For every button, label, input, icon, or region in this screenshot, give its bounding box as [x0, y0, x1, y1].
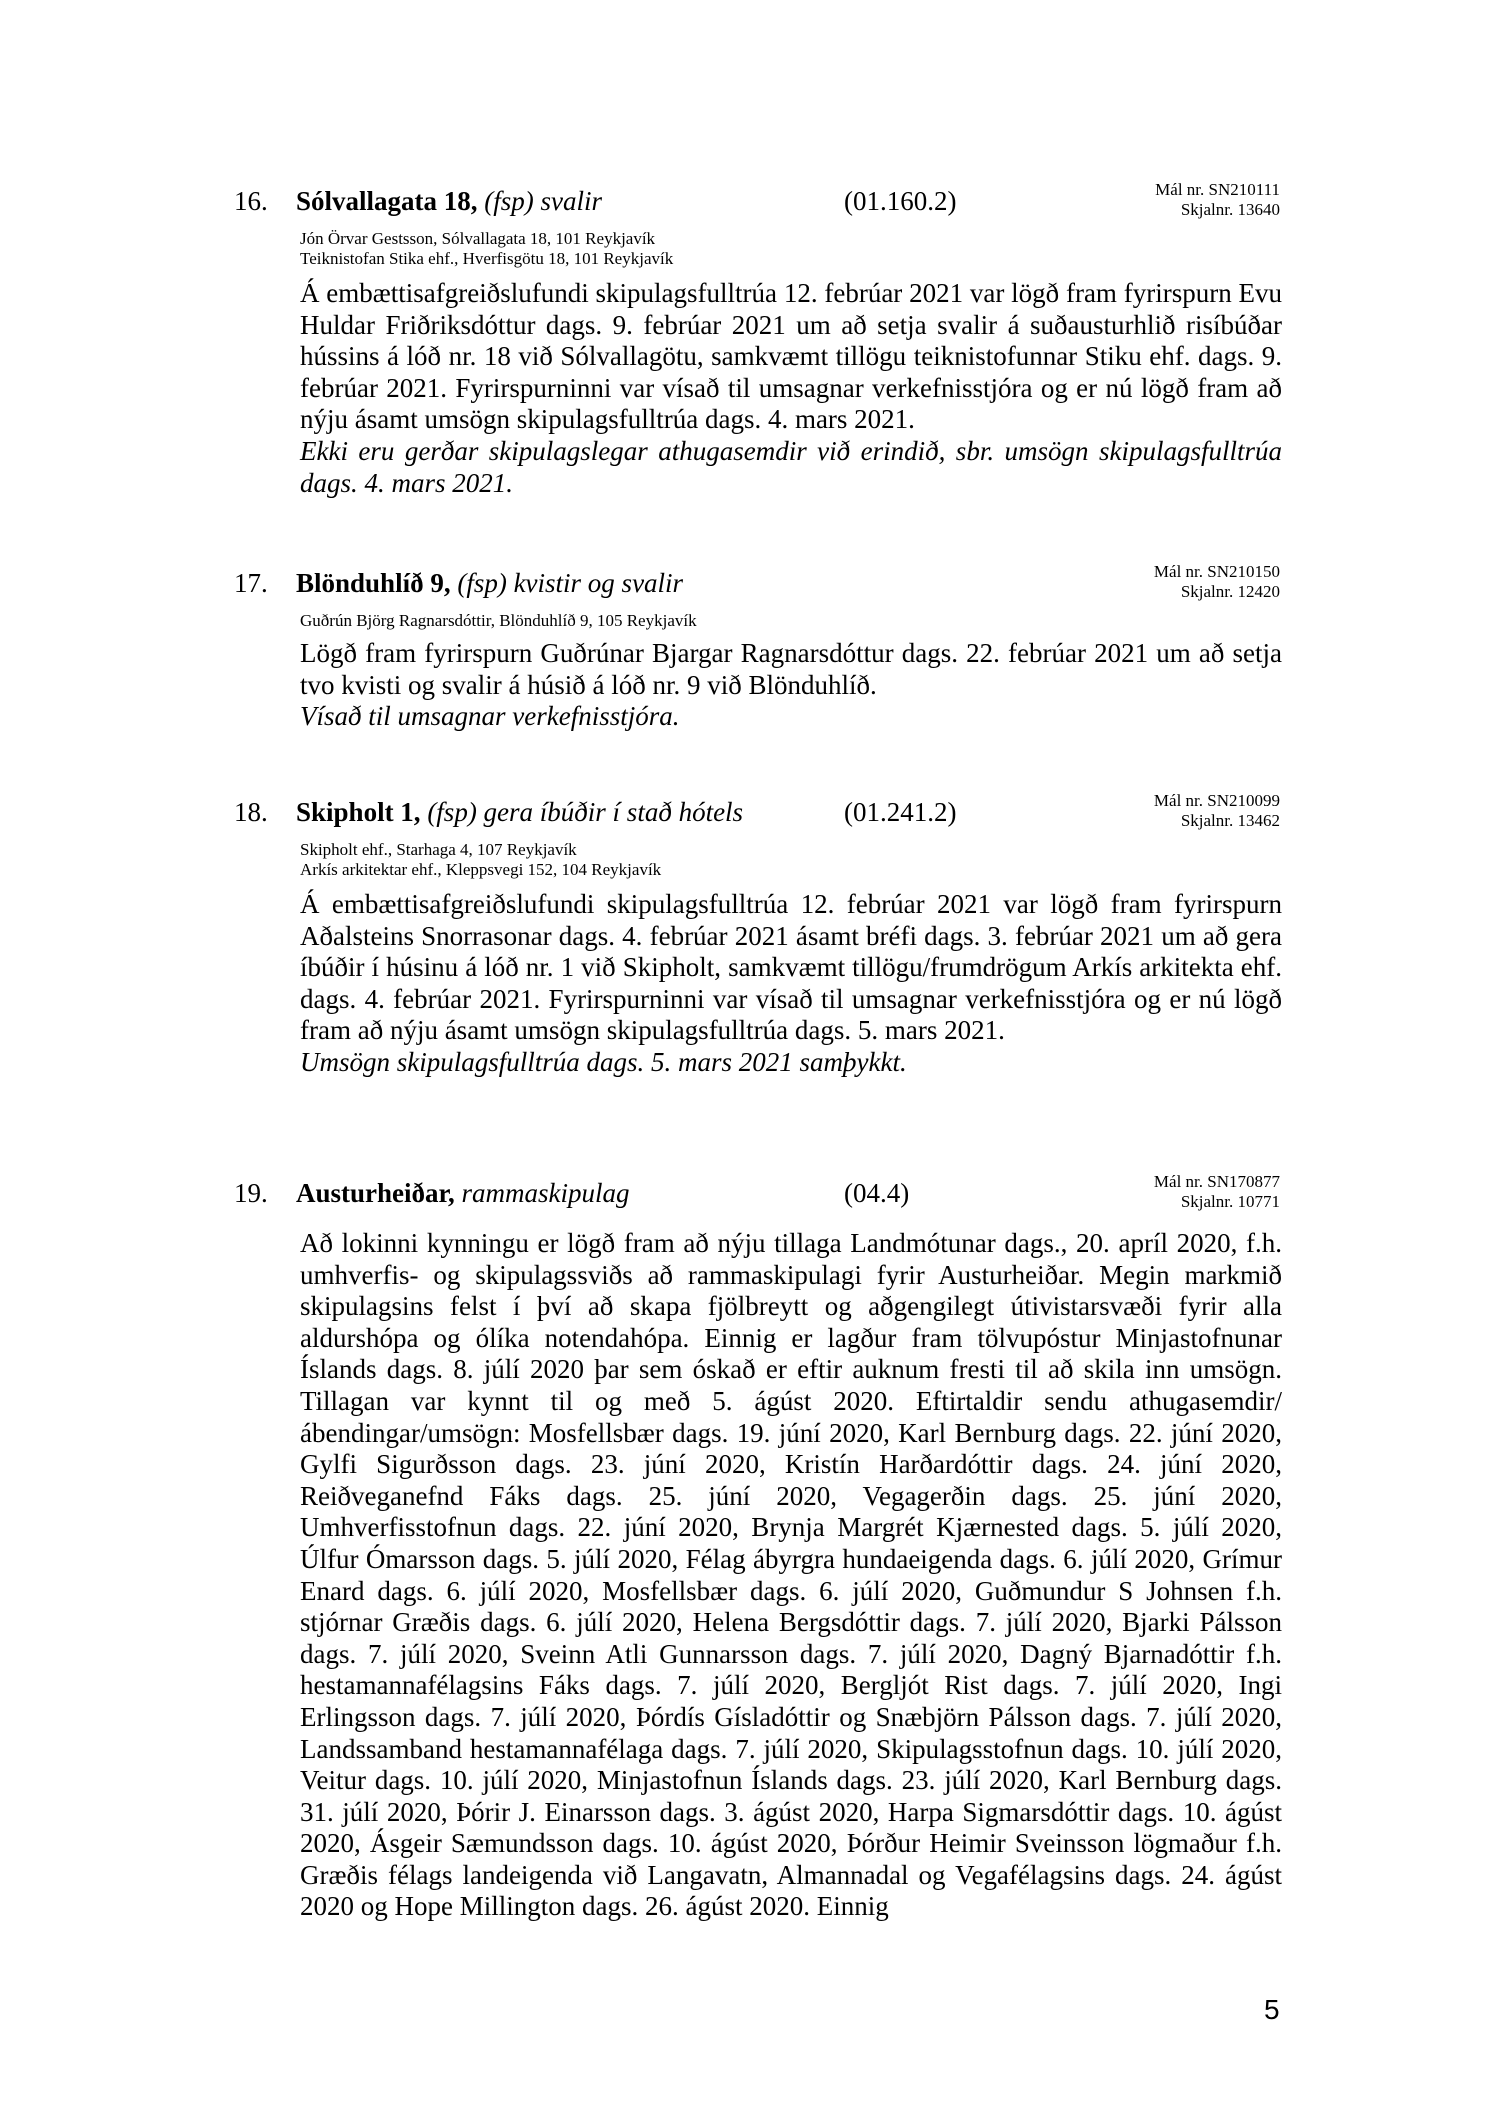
document-number: Skjalnr. 12420 — [1180, 582, 1280, 601]
item-title-subject: (fsp) gera íbúðir í stað hótels — [427, 797, 744, 827]
item-land-code: (04.4) — [844, 1178, 910, 1208]
document-number: Skjalnr. 13462 — [1180, 811, 1280, 830]
item-number: 19. — [234, 1178, 268, 1208]
item-case-refs — [1154, 791, 1280, 831]
item-case-refs — [1154, 1172, 1280, 1212]
item-title-address: Blönduhlíð 9, — [296, 568, 451, 598]
item-title-subject: rammaskipulag — [461, 1178, 630, 1208]
item-title — [296, 1178, 630, 1209]
case-number: Mál nr. SN210111 — [1155, 180, 1280, 199]
item-land-code: (01.160.2) — [844, 186, 957, 216]
item-decision: Ekki eru gerðar skipulagslegar athugasemdir við erindið, sbr. umsögn skipulagsfulltrúa dags. 4. mars 2021. — [300, 435, 1282, 498]
item-title-address: Skipholt 1, — [296, 797, 421, 827]
item-title-subject: (fsp) kvistir og svalir — [457, 568, 684, 598]
item-title-address: Austurheiðar, — [296, 1178, 455, 1208]
case-number: Mál nr. SN210099 — [1153, 791, 1280, 810]
case-number: Mál nr. SN170877 — [1153, 1172, 1280, 1191]
page-number: 5 — [1264, 1994, 1280, 2025]
item-number: 16. — [234, 186, 268, 216]
case-number: Mál nr. SN210150 — [1153, 562, 1280, 581]
item-number: 17. — [234, 568, 268, 598]
item-decision: Vísað til umsagnar verkefnisstjóra. — [300, 701, 680, 732]
item-decision: Umsögn skipulagsfulltrúa dags. 5. mars 2021 samþykkt. — [300, 1046, 907, 1077]
item-description: Á embættisafgreiðslufundi skipulagsfulltrúa 12. febrúar 2021 var lögð fram fyrirspurn Aðalsteins Snorrasonar dags. 4. febrúar 2021 ásamt bréfi dags. 3. febrúar 2021 um að gera íbúðir í húsinu á lóð nr. 1 við Skipholt, samkvæmt tillögu/frumdrögum Arkís arkitekta ehf. dags. 4. febrúar 2021. Fyrirspurninni var vísað til umsagnar verkefnisstjóra og er nú lögð fram að nýju ásamt umsögn skipulagsfulltrúa dags. 5. mars 2021. — [300, 889, 1282, 1046]
item-case-refs — [1155, 180, 1280, 220]
item-description: Á embættisafgreiðslufundi skipulagsfulltrúa 12. febrúar 2021 var lögð fram fyrirspurn Evu Huldar Friðriksdóttur dags. 9. febrúar 2021 um að setja svalir á suðausturhlið risíbúðar hússins á lóð nr. 18 við Sólvallagötu, samkvæmt tillögu teiknistofunnar Stiku ehf. dags. 9. febrúar 2021. Fyrirspurninni var vísað til umsagnar verkefnisstjóra og er nú lögð fram að nýju ásamt umsögn skipulagsfulltrúa dags. 4. mars 2021. — [300, 278, 1282, 435]
item-case-refs — [1154, 562, 1280, 602]
party-line: Skipholt ehf., Starhaga 4, 107 Reykjavík — [300, 840, 577, 859]
party-line: Teiknistofan Stika ehf., Hverfisgötu 18, 101 Reykjavík — [300, 249, 674, 268]
item-title-subject: (fsp) svalir — [484, 186, 603, 216]
item-parties — [300, 229, 673, 269]
item-parties — [300, 611, 697, 631]
document-number: Skjalnr. 10771 — [1180, 1192, 1280, 1211]
party-line: Arkís arkitektar ehf., Kleppsvegi 152, 104 Reykjavík — [300, 860, 662, 879]
item-parties — [300, 840, 661, 880]
party-line: Jón Örvar Gestsson, Sólvallagata 18, 101 Reykjavík — [300, 229, 656, 248]
item-title-address: Sólvallagata 18, — [296, 186, 478, 216]
item-body — [300, 889, 1282, 1079]
document-number: Skjalnr. 13640 — [1180, 200, 1280, 219]
item-body — [300, 638, 1282, 733]
item-title — [296, 186, 602, 217]
item-body — [300, 278, 1282, 499]
item-land-code: (01.241.2) — [844, 797, 957, 827]
party-line: Guðrún Björg Ragnarsdóttir, Blönduhlíð 9, 105 Reykjavík — [300, 611, 697, 630]
item-number: 18. — [234, 797, 268, 827]
item-title — [296, 568, 683, 599]
item-body — [300, 1228, 1282, 1923]
item-title — [296, 797, 743, 828]
item-description: Lögð fram fyrirspurn Guðrúnar Bjargar Ragnarsdóttur dags. 22. febrúar 2021 um að setja tvo kvisti og svalir á húsið á lóð nr. 9 við Blönduhlíð. — [300, 638, 1282, 700]
item-description: Að lokinni kynningu er lögð fram að nýju tillaga Landmótunar dags., 20. apríl 2020, f.h. umhverfis- og skipulagssviðs að rammaskipulagi fyrir Austurheiðar. Megin markmið skipulagsins felst í því að skapa fjölbreytt og aðgengilegt útivistarsvæði fyrir alla aldurshópa og ólíka notendahópa. Einnig er lagður fram tölvupóstur Minjastofnunar Íslands dags. 8. júlí 2020 þar sem óskað er eftir auknum fresti til að skila inn umsögn. Tillagan var kynnt til og með 5. ágúst 2020. Eftirtaldir sendu athugasemdir/ábendingar/umsögn: Mosfellsbær dags. 19. júní 2020, Karl Bernburg dags. 22. júní 2020, Gylfi Sigurðsson dags. 23. júní 2020, Kristín Harðardóttir dags. 24. júní 2020, Reiðveganefnd Fáks dags. 25. júní 2020, Vegagerðin dags. 25. júní 2020, Umhverfisstofnun dags. 22. júní 2020, Brynja Margrét Kjærnested dags. 5. júlí 2020, Úlfur Ómarsson dags. 5. júlí 2020, Félag ábyrgra hundaeigenda dags. 6. júlí 2020, Grímur Enard dags. 6. júlí 2020, Mosfellsbær dags. 6. júlí 2020, Guðmundur S Johnsen f.h. stjórnar Græðis dags. 6. júlí 2020, Helena Bergsdóttir dags. 7. júlí 2020, Bjarki Pálsson dags. 7. júlí 2020, Sveinn Atli Gunnarsson dags. 7. júlí 2020, Dagný Bjarnadóttir f.h. hestamannafélagsins Fáks dags. 7. júlí 2020, Bergljót Rist dags. 7. júlí 2020, Ingi Erlingsson dags. 7. júlí 2020, Þórdís Gísladóttir og Snæbjörn Pálsson dags. 7. júlí 2020, Landssamband hestamannafélaga dags. 7. júlí 2020, Skipulagsstofnun dags. 10. júlí 2020, Veitur dags. 10. júlí 2020, Minjastofnun Íslands dags. 23. júlí 2020, Karl Bernburg dags. 31. júlí 2020, Þórir J. Einarsson dags. 3. ágúst 2020, Harpa Sigmarsdóttir dags. 10. ágúst 2020, Ásgeir Sæmundsson dags. 10. ágúst 2020, Þórður Heimir Sveinsson lögmaður f.h. Græðis félags landeigenda við Langavatn, Almannadal og Vegafélagsins dags. 24. ágúst 2020 og Hope Millington dags. 26. ágúst 2020. Einnig — [300, 1228, 1282, 1922]
